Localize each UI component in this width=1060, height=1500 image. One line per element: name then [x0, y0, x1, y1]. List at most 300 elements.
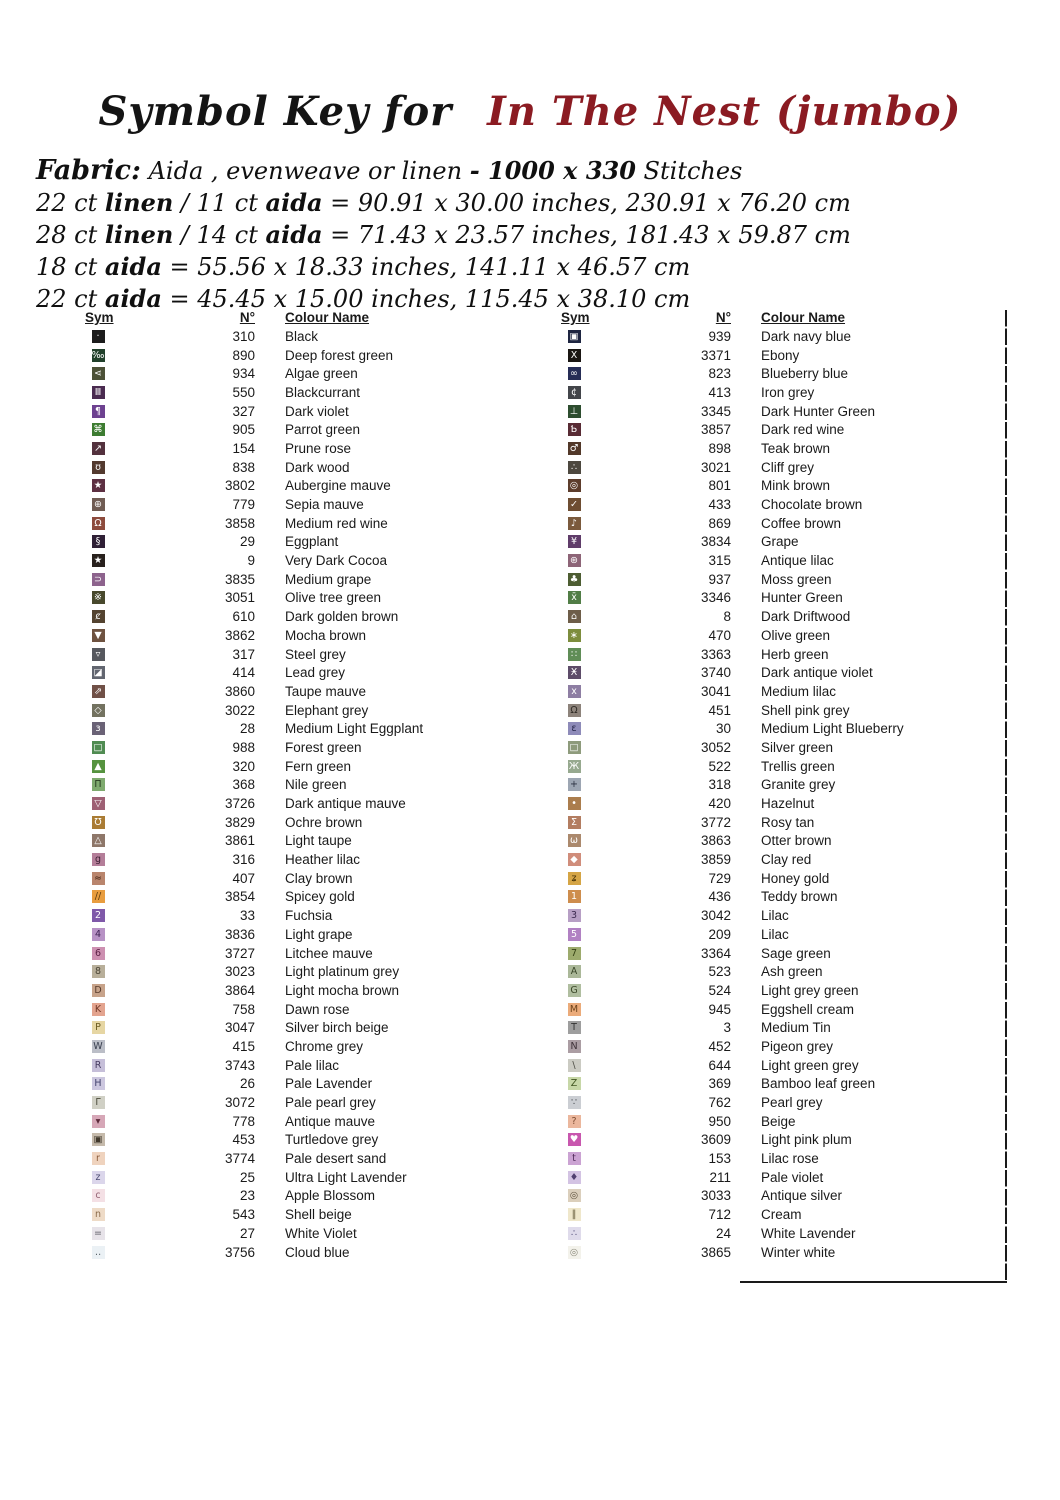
symbol-cell — [85, 834, 111, 847]
symbol-cell — [561, 947, 587, 960]
color-name: Medium Light Eggplant — [285, 721, 424, 737]
color-name: Light mocha brown — [285, 982, 400, 998]
table-row — [561, 794, 1011, 813]
color-name: Hazelnut — [761, 796, 815, 812]
table-row — [561, 962, 1011, 981]
symbol-cell — [561, 984, 587, 997]
stitch-symbol-icon: 2 — [92, 909, 105, 922]
table-row — [561, 1205, 1011, 1224]
stitch-symbol-icon: ∗ — [568, 629, 581, 642]
color-name: Dark antique mauve — [285, 796, 406, 812]
stitch-symbol-icon: 6 — [92, 947, 105, 960]
color-number: 315 — [708, 553, 731, 569]
table-row — [561, 327, 1011, 346]
color-number: 451 — [708, 702, 731, 718]
symbol-cell — [85, 984, 111, 997]
table-row — [561, 813, 1011, 832]
symbol-cell — [85, 704, 111, 717]
color-name: Medium grape — [285, 571, 372, 587]
symbol-cell — [561, 1059, 587, 1072]
symbol-cell — [85, 1189, 111, 1202]
stitch-symbol-icon: ⊛ — [568, 554, 581, 567]
table-row — [85, 832, 525, 851]
stitch-symbol-icon: ∴ — [568, 461, 581, 474]
table-row — [85, 1075, 525, 1094]
symbol-cell — [85, 853, 111, 866]
stitch-symbol-icon: 1 — [568, 890, 581, 903]
color-number: 29 — [239, 534, 255, 550]
symbol-cell — [85, 442, 111, 455]
color-name: Pale pearl grey — [285, 1095, 376, 1111]
stitch-symbol-icon: ε — [568, 722, 581, 735]
color-number: 33 — [239, 908, 255, 924]
color-number: 24 — [715, 1225, 731, 1241]
color-name: Blueberry blue — [761, 366, 849, 382]
color-number: 801 — [708, 478, 731, 494]
table-row — [561, 551, 1011, 570]
color-number: 9 — [247, 553, 255, 569]
color-number: 436 — [708, 889, 731, 905]
color-name: Litchee mauve — [285, 945, 373, 961]
color-name: Clay red — [761, 852, 812, 868]
symbol-cell — [561, 1040, 587, 1053]
table-row — [561, 346, 1011, 365]
stitch-symbol-icon: M — [568, 1003, 581, 1016]
stitch-symbol-icon: ‥ — [92, 1246, 105, 1259]
stitch-symbol-icon: · — [92, 330, 105, 343]
fabric-text-segment: 18 ct — [36, 253, 105, 281]
stitch-symbol-icon: ◎ — [568, 1189, 581, 1202]
table-row — [85, 1168, 525, 1187]
header-colour-name: Colour Name — [285, 310, 370, 325]
symbol-cell — [85, 330, 111, 343]
symbol-cell — [561, 928, 587, 941]
stitch-symbol-icon: z — [92, 1171, 105, 1184]
stitch-symbol-icon: Γ — [92, 1096, 105, 1109]
symbol-cell — [85, 760, 111, 773]
color-number: 3364 — [700, 945, 731, 961]
symbol-cell — [561, 535, 587, 548]
color-number: 3829 — [224, 814, 255, 830]
table-row — [85, 869, 525, 888]
stitch-symbol-icon: + — [568, 778, 581, 791]
color-name: Deep forest green — [285, 347, 394, 363]
table-row — [85, 1018, 525, 1037]
table-row — [85, 738, 525, 757]
table-row — [85, 682, 525, 701]
symbol-cell — [561, 909, 587, 922]
color-number: 610 — [232, 609, 255, 625]
table-row — [85, 1205, 525, 1224]
stitch-symbol-icon: ♦ — [568, 1171, 581, 1184]
table-row — [85, 1224, 525, 1243]
symbol-cell — [85, 591, 111, 604]
table-row — [561, 439, 1011, 458]
table-row — [85, 1000, 525, 1019]
stitch-symbol-icon: • — [568, 797, 581, 810]
fabric-line — [36, 187, 851, 219]
symbol-cell — [561, 573, 587, 586]
symbol-cell — [561, 610, 587, 623]
color-number: 898 — [708, 440, 731, 456]
symbol-cell — [85, 1208, 111, 1221]
table-row — [85, 757, 525, 776]
color-name: Medium red wine — [285, 515, 388, 531]
symbol-cell — [85, 1040, 111, 1053]
symbol-cell — [561, 1171, 587, 1184]
stitch-symbol-icon: ▣ — [568, 330, 581, 343]
color-number: 644 — [708, 1057, 731, 1073]
color-number: 27 — [239, 1225, 255, 1241]
stitch-symbol-icon: n — [92, 1208, 105, 1221]
stitch-symbol-icon: □ — [92, 741, 105, 754]
table-row — [561, 1131, 1011, 1150]
stitch-symbol-icon: ? — [568, 1115, 581, 1128]
color-name: Light grape — [285, 926, 353, 942]
color-number: 452 — [708, 1038, 731, 1054]
fabric-text-segment: aida — [104, 284, 162, 313]
table-row — [85, 439, 525, 458]
stitch-symbol-icon: ∴ — [568, 1227, 581, 1240]
table-row — [85, 1131, 525, 1150]
color-name: Medium Light Blueberry — [761, 721, 904, 737]
table-row — [561, 402, 1011, 421]
symbol-cell — [561, 760, 587, 773]
table-row — [85, 551, 525, 570]
table-row — [561, 477, 1011, 496]
color-number: 3863 — [700, 833, 731, 849]
table-row — [85, 906, 525, 925]
symbol-cell — [561, 517, 587, 530]
symbol-cell — [561, 834, 587, 847]
symbol-table-right — [561, 308, 1011, 1261]
color-name: Mocha brown — [285, 627, 367, 643]
title-prefix: Symbol Key for — [98, 88, 453, 135]
table-row — [85, 420, 525, 439]
color-name: Light taupe — [285, 833, 352, 849]
stitch-symbol-icon: Z — [568, 1077, 581, 1090]
symbol-cell — [561, 479, 587, 492]
table-row — [561, 645, 1011, 664]
table-row — [561, 981, 1011, 1000]
color-name: Taupe mauve — [285, 683, 367, 699]
color-number: 209 — [708, 926, 731, 942]
table-row — [561, 1000, 1011, 1019]
symbol-cell — [85, 629, 111, 642]
stitch-symbol-icon: Ж — [568, 760, 580, 772]
color-name: Teak brown — [761, 440, 831, 456]
color-number: 30 — [715, 721, 731, 737]
stitch-symbol-icon: H — [92, 1077, 105, 1090]
symbol-cell — [85, 797, 111, 810]
stitch-symbol-icon: Ƅ — [568, 423, 581, 436]
color-name: Lilac — [761, 908, 789, 924]
color-number: 316 — [232, 852, 255, 868]
symbol-cell — [85, 610, 111, 623]
color-name: Herb green — [761, 646, 829, 662]
symbol-cell — [85, 517, 111, 530]
fabric-text-segment: Stitches — [635, 157, 743, 185]
stitch-symbol-icon: ȼ — [92, 610, 105, 623]
stitch-symbol-icon: ∵ — [568, 1096, 581, 1109]
symbol-cell — [85, 573, 111, 586]
color-number: 3859 — [700, 852, 731, 868]
symbol-cell — [561, 1133, 587, 1146]
color-name: Hunter Green — [761, 590, 843, 606]
table-row — [561, 738, 1011, 757]
fabric-text-segment: aida — [265, 188, 323, 217]
table-row — [561, 1056, 1011, 1075]
color-number: 3802 — [224, 478, 255, 494]
symbol-cell — [85, 367, 111, 380]
symbol-cell — [561, 816, 587, 829]
header-number: N° — [715, 310, 731, 325]
symbol-cell — [561, 853, 587, 866]
color-name: Cloud blue — [285, 1244, 350, 1260]
symbol-cell — [85, 349, 111, 362]
table-row — [85, 794, 525, 813]
color-name: Very Dark Cocoa — [285, 553, 388, 569]
table-row — [561, 925, 1011, 944]
color-name: Ochre brown — [285, 814, 363, 830]
color-name: White Lavender — [761, 1225, 856, 1241]
color-number: 3042 — [700, 908, 731, 924]
stitch-symbol-icon: △ — [92, 834, 105, 847]
color-name: Medium Tin — [761, 1020, 831, 1036]
symbol-cell — [561, 591, 587, 604]
color-name: Dark navy blue — [761, 328, 852, 344]
stitch-symbol-icon: A — [568, 965, 581, 978]
header-sym: Sym — [561, 310, 590, 325]
symbol-cell — [85, 1096, 111, 1109]
header-sym: Sym — [85, 310, 114, 325]
table-row — [85, 944, 525, 963]
color-number: 3857 — [700, 422, 731, 438]
table-row — [85, 477, 525, 496]
symbol-cell — [561, 890, 587, 903]
color-name: Pearl grey — [761, 1095, 823, 1111]
color-name: Ebony — [761, 347, 800, 363]
table-row — [561, 1037, 1011, 1056]
symbol-cell — [85, 1227, 111, 1240]
stitch-symbol-icon: K — [92, 1003, 105, 1016]
stitch-symbol-icon: ◇ — [92, 704, 105, 717]
color-number: 3023 — [224, 964, 255, 980]
table-row — [85, 495, 525, 514]
table-row — [85, 962, 525, 981]
color-name: Iron grey — [761, 384, 815, 400]
color-name: Elephant grey — [285, 702, 369, 718]
symbol-cell — [561, 1077, 587, 1090]
table-rows-left — [85, 327, 525, 1261]
color-name: Cliff grey — [761, 459, 815, 475]
color-number: 778 — [232, 1113, 255, 1129]
symbol-cell — [85, 1171, 111, 1184]
stitch-symbol-icon: Ӿ — [568, 666, 581, 679]
color-number: 25 — [239, 1169, 255, 1185]
color-name: Parrot green — [285, 422, 361, 438]
symbol-cell — [561, 872, 587, 885]
color-name: Winter white — [761, 1244, 836, 1260]
symbol-cell — [561, 666, 587, 679]
stitch-symbol-icon: \ — [568, 1059, 581, 1072]
fabric-text-segment: aida — [265, 220, 323, 249]
color-name: Clay brown — [285, 870, 353, 886]
color-number: 3041 — [700, 683, 731, 699]
color-number: 3726 — [224, 796, 255, 812]
table-row — [561, 888, 1011, 907]
table-row — [561, 944, 1011, 963]
table-row — [85, 1243, 525, 1262]
fabric-text-segment: 22 ct — [36, 189, 105, 217]
fabric-text-segment: linen — [104, 220, 174, 249]
color-name: Coffee brown — [761, 515, 842, 531]
table-row — [85, 364, 525, 383]
color-number: 3864 — [224, 982, 255, 998]
symbol-cell — [561, 648, 587, 661]
color-name: Dark violet — [285, 403, 349, 419]
stitch-symbol-icon: 5 — [568, 928, 581, 941]
table-header — [85, 308, 525, 327]
color-name: Bamboo leaf green — [761, 1076, 876, 1092]
color-number: 3858 — [224, 515, 255, 531]
stitch-symbol-icon: ▿ — [92, 648, 105, 661]
stitch-symbol-icon: Ω — [92, 517, 105, 530]
color-number: 28 — [239, 721, 255, 737]
symbol-cell — [561, 1208, 587, 1221]
fabric-text-segment: 28 ct — [36, 221, 105, 249]
table-row — [85, 888, 525, 907]
stitch-symbol-icon: ♪ — [568, 517, 581, 530]
color-name: Pale desert sand — [285, 1151, 387, 1167]
symbol-cell — [85, 1115, 111, 1128]
stitch-symbol-icon: 7 — [568, 947, 581, 960]
color-number: 368 — [232, 777, 255, 793]
color-number: 154 — [232, 440, 255, 456]
symbol-cell — [85, 1077, 111, 1090]
table-row — [561, 832, 1011, 851]
color-number: 3743 — [224, 1057, 255, 1073]
table-row — [85, 663, 525, 682]
color-number: 420 — [708, 796, 731, 812]
color-name: Light green grey — [761, 1057, 859, 1073]
table-row — [561, 719, 1011, 738]
symbol-cell — [85, 1059, 111, 1072]
stitch-symbol-icon: ★ — [92, 554, 105, 567]
color-name: Sage green — [761, 945, 831, 961]
symbol-cell — [85, 648, 111, 661]
symbol-cell — [85, 479, 111, 492]
stitch-symbol-icon: □ — [568, 741, 581, 754]
color-number: 3346 — [700, 590, 731, 606]
table-row — [561, 626, 1011, 645]
symbol-cell — [85, 498, 111, 511]
table-row — [85, 402, 525, 421]
stitch-symbol-icon: ◆ — [568, 853, 581, 866]
color-number: 211 — [709, 1169, 731, 1185]
table-row — [561, 458, 1011, 477]
stitch-symbol-icon: ▼ — [92, 629, 105, 642]
color-number: 3834 — [700, 534, 731, 550]
stitch-symbol-icon: ∞ — [568, 367, 581, 380]
table-row — [85, 383, 525, 402]
stitch-symbol-icon: 3 — [568, 909, 581, 922]
color-number: 369 — [708, 1076, 731, 1092]
symbol-cell — [85, 1003, 111, 1016]
color-number: 890 — [232, 347, 255, 363]
stitch-symbol-icon: ◎ — [568, 479, 581, 492]
stitch-symbol-icon: ‰ — [91, 349, 105, 361]
color-number: 318 — [708, 777, 731, 793]
color-name: Dark golden brown — [285, 609, 399, 625]
stitch-symbol-icon: ⇗ — [92, 685, 105, 698]
color-number: 823 — [708, 366, 731, 382]
stitch-symbol-icon: Ʊ — [92, 816, 105, 829]
color-number: 945 — [708, 1001, 731, 1017]
table-row — [561, 1224, 1011, 1243]
color-number: 8 — [723, 609, 731, 625]
color-name: Apple Blossom — [285, 1188, 376, 1204]
table-row — [561, 869, 1011, 888]
color-name: Light pink plum — [761, 1132, 852, 1148]
symbol-cell — [561, 965, 587, 978]
color-number: 3051 — [224, 590, 255, 606]
color-number: 310 — [232, 328, 255, 344]
table-row — [85, 589, 525, 608]
stitch-symbol-icon: P — [92, 1021, 105, 1034]
table-bottom-border-line — [740, 1281, 1007, 1283]
stitch-symbol-icon: ⋖ — [92, 367, 105, 380]
table-row — [561, 1149, 1011, 1168]
table-header — [561, 308, 1011, 327]
symbol-cell — [85, 535, 111, 548]
stitch-symbol-icon: ★ — [92, 479, 105, 492]
color-number: 413 — [708, 384, 731, 400]
color-number: 762 — [708, 1095, 731, 1111]
stitch-symbol-icon: D — [92, 984, 105, 997]
table-row — [561, 383, 1011, 402]
symbol-cell — [561, 1096, 587, 1109]
color-name: Silver birch beige — [285, 1020, 389, 1036]
table-row — [85, 719, 525, 738]
symbol-cell — [561, 498, 587, 511]
symbol-cell — [85, 554, 111, 567]
color-number: 3756 — [224, 1244, 255, 1260]
stitch-symbol-icon: ♥ — [568, 1133, 581, 1146]
fabric-text-segment: = 71.43 x 23.57 inches, 181.43 x 59.87 cm — [322, 221, 851, 249]
symbol-cell — [85, 666, 111, 679]
symbol-cell — [85, 872, 111, 885]
color-number: 988 — [232, 739, 255, 755]
table-row — [85, 514, 525, 533]
color-name: Dark antique violet — [761, 665, 873, 681]
stitch-symbol-icon: § — [92, 535, 105, 548]
header-colour-name: Colour Name — [761, 310, 846, 325]
symbol-cell — [85, 461, 111, 474]
color-name: Chocolate brown — [761, 497, 863, 513]
symbol-cell — [85, 1133, 111, 1146]
stitch-symbol-icon: ↗ — [92, 442, 105, 455]
stitch-symbol-icon: Ⅲ — [92, 386, 105, 399]
stitch-symbol-icon: g — [92, 853, 105, 866]
color-name: Dark red wine — [761, 422, 845, 438]
color-number: 3774 — [224, 1151, 255, 1167]
table-row — [85, 1037, 525, 1056]
table-row — [561, 1093, 1011, 1112]
symbol-cell — [561, 1227, 587, 1240]
color-name: Ultra Light Lavender — [285, 1169, 407, 1185]
stitch-symbol-icon: Ω — [568, 704, 581, 717]
